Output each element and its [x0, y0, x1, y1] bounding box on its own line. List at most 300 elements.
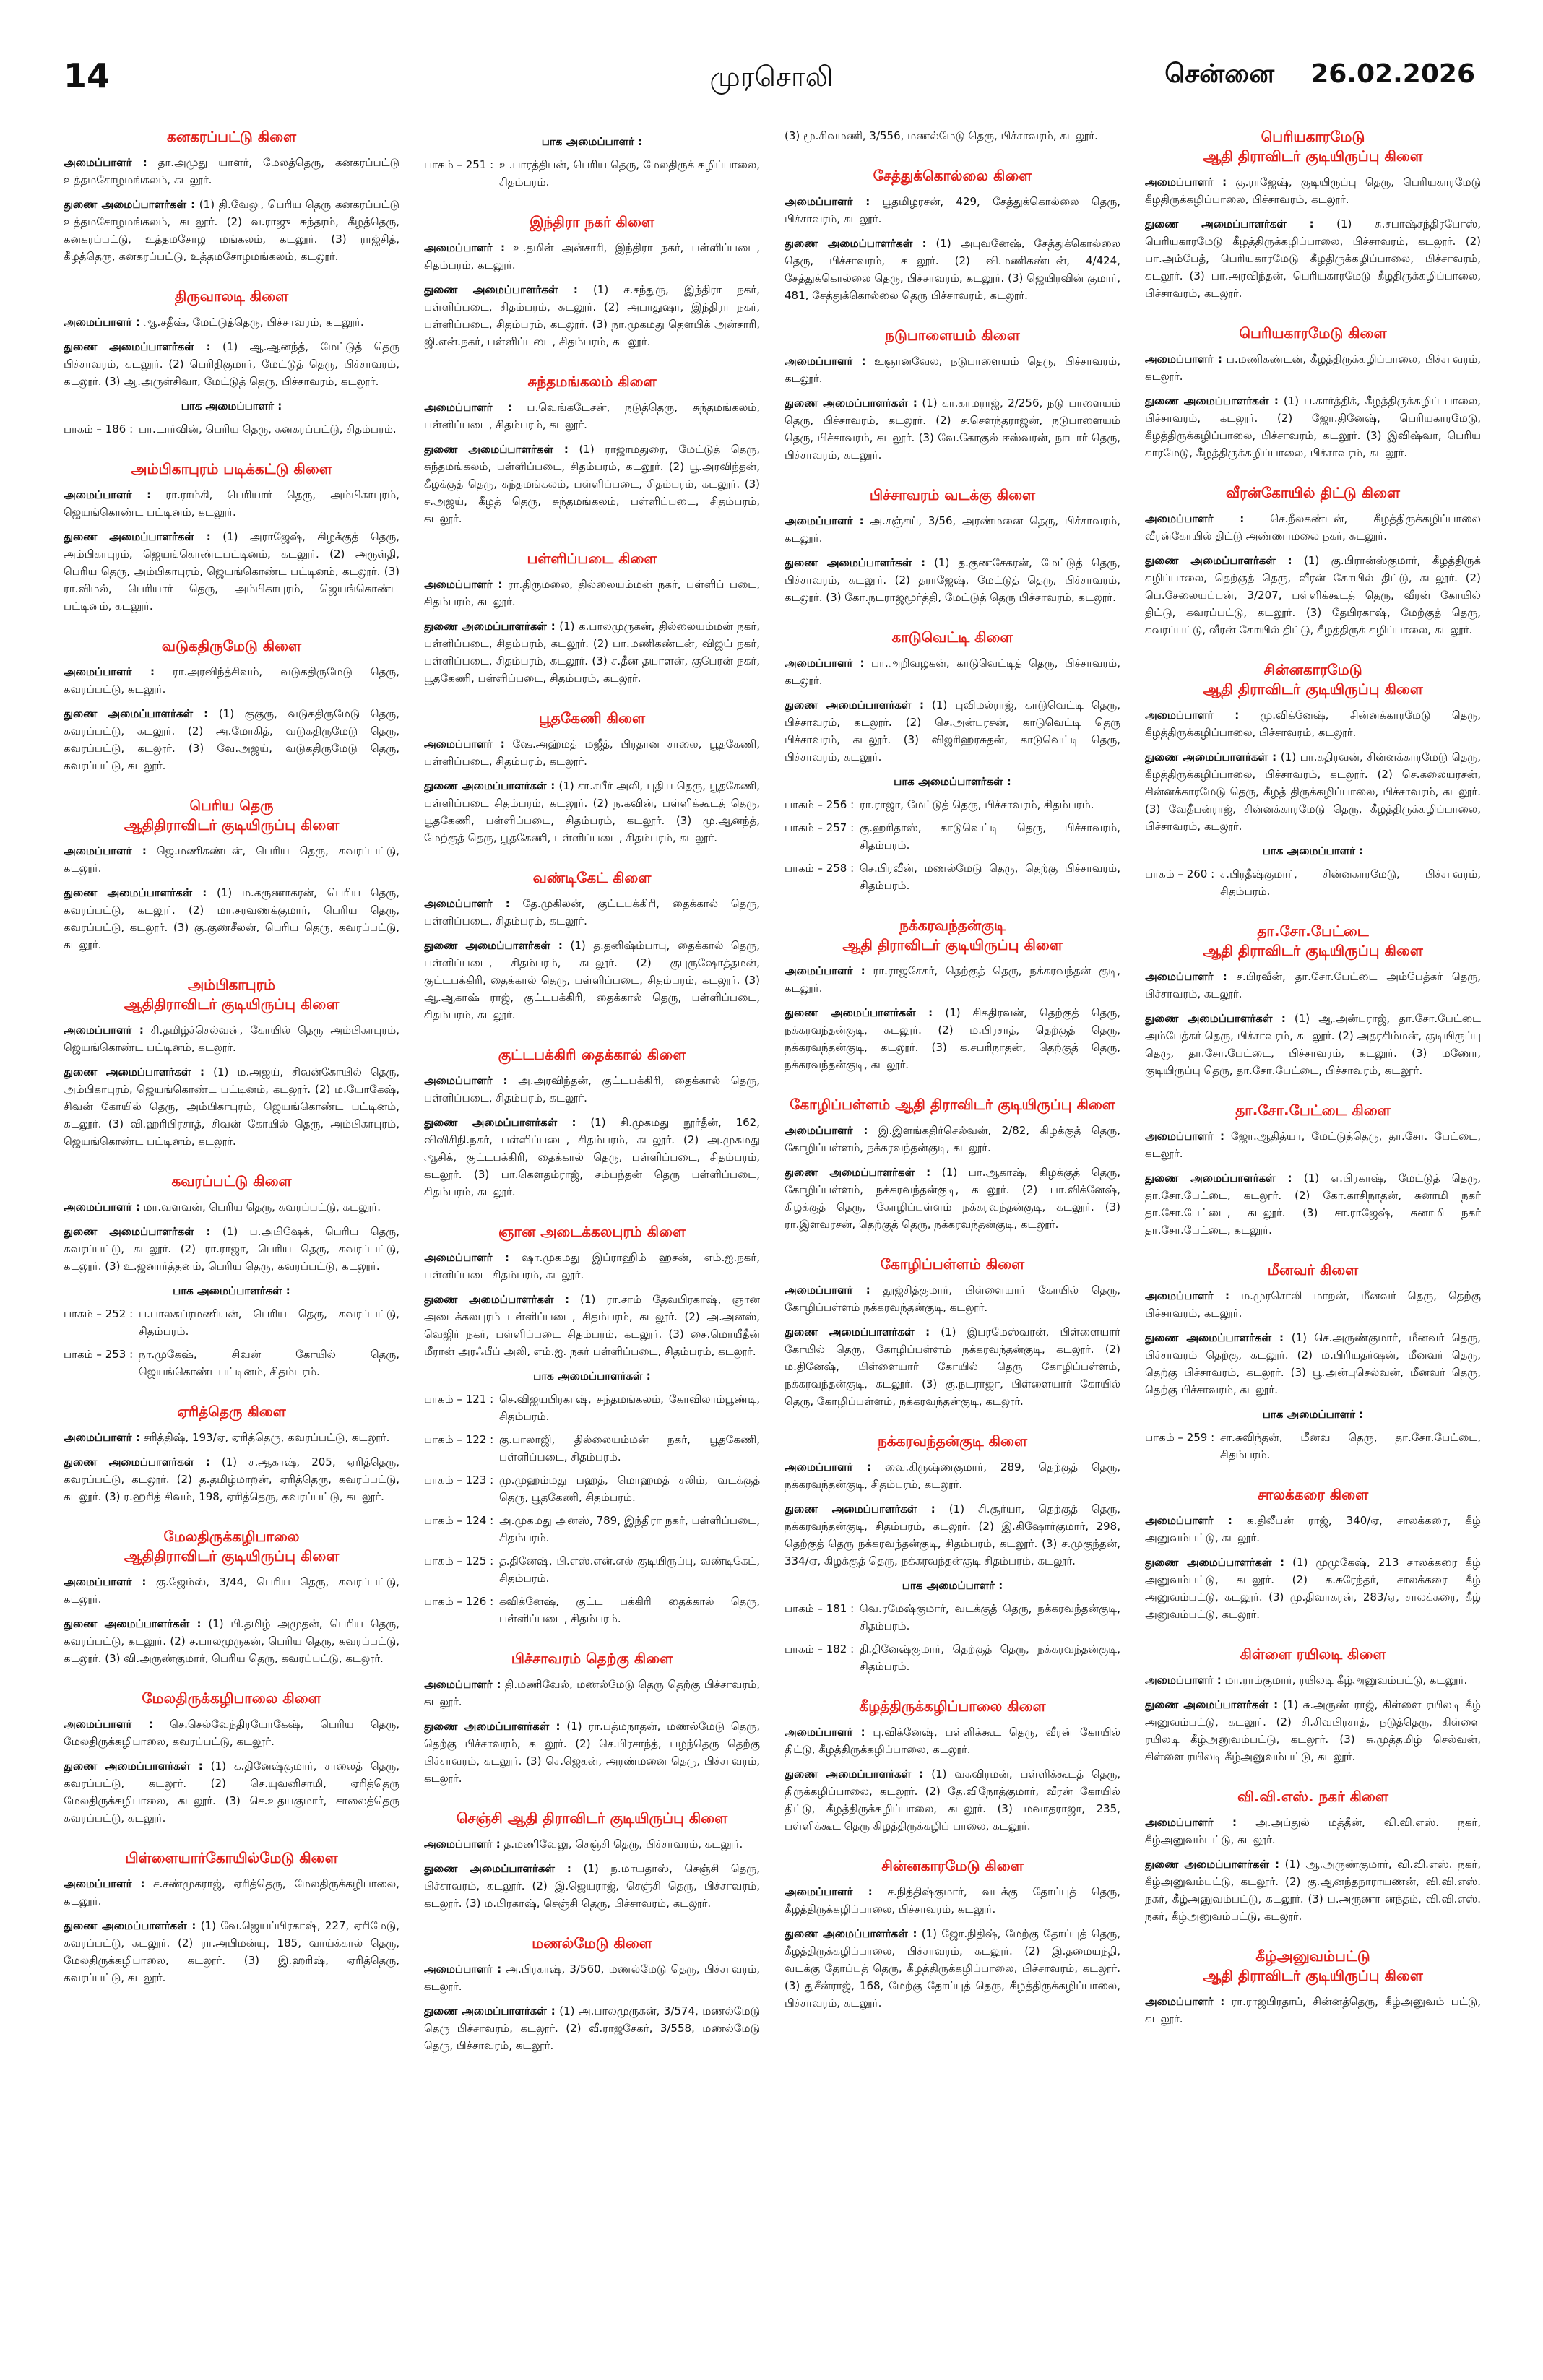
organizer-entry	[1145, 1993, 1481, 2028]
branch-title	[64, 636, 399, 656]
branch-block	[785, 1697, 1120, 1835]
organizer-entry	[785, 962, 1120, 997]
deputies-text: (1) த.தனிஷ்ம்பாபு, தைக்கால் தெரு, பள்ளிப்படை, சிதம்பரம், கடலூர். (2) குபுருஷோத்தமன், குட்டபக்கிரி, தைக்கால் தெரு, பள்ளிப்படை, சிதம்பரம், கடலூர். (3) ஆ.ஆகாஷ் ராஜ், குட்டபக்கிரி, தைக்கால் தெரு, பள்ளிப்படை, சிதம்பரம், கடலூர்.	[424, 939, 760, 1021]
deputies-entry	[424, 1291, 760, 1360]
branch-body	[1145, 510, 1481, 639]
deputies-text: (1) சு.சபாஷ்சந்திரபோஸ், பெரியகாரமேடு கீழத்திருக்கழிப்பாலை, பிச்சாவரம், கடலூர். (2) பா.அம்பேத், பெரியகாரமேடு கீழதிருக்கழிப்பாலை, பிச்சாவரம், கடலூர். (3) பா.அரவிந்தன், பெரியகாரமேடு கீழதிருக்கழிப்பாலை, பிச்சாவரம், கடலூர்.	[1145, 217, 1481, 300]
part-organizer-text: பா.டார்வின், பெரிய தெரு, கனகரப்பட்டு, சிதம்பரம்.	[139, 423, 397, 436]
part-organizer-text: த.தினேஷ், பி.எஸ்.என்.எல் குடியிருப்பு, வண்டிகேட், சிதம்பரம்.	[499, 1554, 760, 1585]
branch-title	[424, 1649, 760, 1669]
part-organizer-text: கு.ஹரிதாஸ், காடுவெட்டி தெரு, பிச்சாவரம், சிதம்பரம்.	[860, 821, 1120, 852]
deputies-label: துணை அமைப்பாளர்கள் :	[424, 1116, 576, 1129]
part-organizers-heading: பாக அமைப்பாளர்கள் :	[173, 1284, 290, 1297]
branch-body	[785, 127, 1120, 144]
branch-body	[64, 313, 399, 438]
deputies-entry	[1145, 1010, 1481, 1079]
deputies-entry	[64, 1917, 399, 1986]
organizer-entry	[64, 1715, 399, 1750]
branch-body	[64, 486, 399, 615]
branch-title	[424, 1222, 760, 1242]
deputies-label: துணை அமைப்பாளர்கள் :	[785, 1325, 930, 1338]
branch-title-line: கனகரப்பட்டு கிளை	[166, 128, 297, 145]
deputies-text: (1) ந.மாயதாஸ், செஞ்சி தெரு, பிச்சாவரம், கடலூர். (2) இ.ஜெயராஜ், செஞ்சி தெரு, பிச்சாவரம், கடலூர். (3) ம.பிரகாஷ், செஞ்சி தெரு, பிச்சாவரம், கடலூர்.	[424, 1862, 760, 1910]
branch-title	[64, 975, 399, 1014]
branch-title	[64, 459, 399, 479]
organizer-entry	[785, 512, 1120, 547]
branch-body	[64, 1875, 399, 1986]
organizer-entry	[64, 1021, 399, 1056]
deputies-label: துணை அமைப்பாளர்கள் :	[64, 1760, 203, 1773]
organizer-text: அ.சஞ்சய், 3/56, அரண்மனை தெரு, பிச்சாவரம், கடலூர்.	[785, 514, 1120, 545]
deputies-entry	[785, 1765, 1120, 1835]
branch-title	[64, 127, 399, 147]
branch-title-line: ஆதிதிராவிடர் குடியிருப்பு கிளை	[124, 816, 340, 834]
organizer-entry	[424, 735, 760, 770]
branch-block	[1145, 1947, 1481, 2028]
part-number: பாகம் – 126 :	[424, 1595, 494, 1608]
part-organizers-heading: பாக அமைப்பாளர் :	[902, 1579, 1003, 1592]
deputies-label: துணை அமைப்பாளர்கள் :	[1145, 394, 1279, 407]
part-organizer-text: அ.முகமது அனஸ், 789, இந்திரா நகர், பள்ளிப்படை, சிதம்பரம்.	[499, 1514, 760, 1544]
organizer-text: ஆ.சதீஷ், மேட்டுத்தெரு, பிச்சாவரம், கடலூர்.	[143, 316, 364, 329]
branch-title-line: திருவாலடி கிளை	[174, 287, 289, 305]
organizer-text: த.மணிவேலு, செஞ்சி தெரு, பிச்சாவரம், கடலூர்.	[503, 1838, 743, 1851]
deputies-entry	[1145, 1169, 1481, 1239]
branch-title-line: கோழிப்பள்ளம் கிளை	[880, 1255, 1025, 1273]
organizer-text: தூஜ்சித்குமார், பிள்ளையார் கோயில் தெரு, கோழிப்பள்ளம் நக்கரவந்தன்குடி, கடலூர்.	[785, 1284, 1120, 1314]
branch-block	[424, 1809, 760, 1912]
part-organizer-row	[64, 1346, 399, 1380]
dateline	[1164, 59, 1475, 92]
organizer-text: அ.பிரகாஷ், 3/560, மணல்மேடு தெரு, பிச்சாவரம், கடலூர்.	[424, 1963, 760, 1993]
branch-title-line: ஏரித்தெரு கிளை	[177, 1403, 286, 1420]
column-1	[64, 127, 399, 2366]
deputies-label: துணை அமைப்பாளர்கள் :	[785, 698, 924, 711]
deputies-label: துணை அமைப்பாளர்கள் :	[1145, 217, 1314, 230]
article-columns	[64, 127, 1481, 2366]
branch-title	[1145, 483, 1481, 503]
branch-block	[785, 326, 1120, 464]
organizer-text: ரா.ராம்கி, பெரியார் தெரு, அம்பிகாபுரம், ஜெயங்கொண்ட பட்டினம், கடலூர்.	[64, 488, 399, 519]
organizer-entry	[64, 486, 399, 521]
branch-body	[785, 1723, 1120, 1835]
organizer-text: கு.ராஜேஷ், குடியிருப்பு தெரு, பெரியகாரமேடு கீழதிருக்கழிப்பாலை, பிச்சாவரம், கடலூர்.	[1145, 176, 1481, 206]
deputies-entry	[64, 1615, 399, 1667]
branch-title	[424, 1809, 760, 1828]
organizer-entry	[64, 1429, 399, 1446]
organizer-entry	[424, 1960, 760, 1995]
deputies-label: துணை அமைப்பாளர்கள் :	[64, 198, 196, 211]
column-2	[424, 127, 760, 2366]
deputies-entry	[64, 1223, 399, 1275]
branch-body	[424, 1960, 760, 2054]
branch-block	[424, 1222, 760, 1627]
part-organizer-row	[785, 860, 1120, 894]
branch-title-line: மணல்மேடு கிளை	[532, 1934, 652, 1952]
part-organizer-text: செ.விஜயபிரகாஷ், சுந்தமங்கலம், கோவிலாம்பூண்டி, சிதம்பரம்.	[499, 1393, 760, 1423]
branch-title	[785, 1095, 1120, 1115]
deputies-entry	[424, 281, 760, 350]
part-organizer-text: நா.முகேஷ், சிவன் கோயில் தெரு, ஜெயங்கொண்டபட்டினம், சிதம்பரம்.	[139, 1348, 399, 1378]
branch-title	[1145, 1947, 1481, 1986]
branch-title	[785, 628, 1120, 647]
part-organizer-row	[785, 819, 1120, 854]
deputies-entry	[64, 528, 399, 615]
organizer-label: அமைப்பாளர் :	[64, 156, 147, 169]
organizer-text: ரா.திருமலை, தில்லையம்மன் நகர், பள்ளிப் படை, சிதம்பரம், கடலூர்.	[424, 578, 760, 608]
deputies-label: துணை அமைப்பாளர்கள் :	[424, 2004, 556, 2017]
branch-title	[1145, 1787, 1481, 1806]
organizer-label: அமைப்பாளர் :	[785, 964, 865, 977]
branch-body	[785, 1458, 1120, 1675]
deputies-text: (1) ரா.சாம் தேவபிரகாஷ், ஞான அடைக்கலபுரம் பள்ளிப்படை, சிதம்பரம், கடலூர். (2) அ.அனஸ், வெஜிர் நகர், பள்ளிப்படை சிதம்பரம், கடலூர். (3) சை.மொயீதீன் மீரான் அரஃபீப் அலி, எம்.ஐ. நகர் பள்ளிப்படை, சிதம்பரம், கடலூர்.	[424, 1293, 760, 1358]
branch-block	[64, 1172, 399, 1380]
deputies-entry	[424, 618, 760, 687]
deputies-label: துணை அமைப்பாளர்கள் :	[64, 1617, 202, 1630]
branch-block	[785, 127, 1120, 144]
organizer-label: அமைப்பாளர் :	[424, 1963, 502, 1976]
deputies-text: (1) குகுரு, வடுகதிருமேடு தெரு, கவரப்பட்டு, கடலூர். (2) அ.மோகித், வடுகதிருமேடு தெரு, கவரப்பட்டு, கடலூர். (3) வே.அஜய், வடுகதிருமேடு தெரு, கவரப்பட்டு, கடலூர்.	[64, 707, 399, 772]
branch-body	[64, 663, 399, 774]
column-4	[1145, 127, 1481, 2366]
branch-title-line: ஆதி திராவிடர் குடியிருப்பு கிளை	[1203, 942, 1423, 959]
part-organizer-text: ரா.ராஜா, மேட்டுத் தெரு, பிச்சாவரம், சிதம்பரம்.	[860, 798, 1094, 811]
deputies-label: துணை அமைப்பாளர்கள் :	[1145, 1858, 1280, 1871]
deputies-label: துணை அமைப்பாளர்கள் :	[785, 556, 925, 569]
branch-body	[1145, 1814, 1481, 1925]
branch-title-line: கவரப்பட்டு கிளை	[171, 1172, 292, 1190]
branch-title-line: ஆதிதிராவிடர் குடியிருப்பு கிளை	[124, 1547, 340, 1565]
deputies-label: துணை அமைப்பாளர்கள் :	[785, 1767, 924, 1780]
branch-title	[424, 549, 760, 568]
deputies-label: துணை அமைப்பாளர்கள் :	[1145, 1331, 1284, 1344]
part-organizer-text: ச.பிரதீஷ்குமார், சின்னகாரமேடு, பிச்சாவரம், சிதம்பரம்.	[1220, 867, 1481, 898]
deputies-entry	[64, 1757, 399, 1827]
branch-block	[785, 166, 1120, 304]
organizer-entry	[1145, 1287, 1481, 1322]
part-organizers-heading: பாக அமைப்பாளர் :	[541, 135, 643, 148]
column-3	[785, 127, 1120, 2366]
organizer-text: ஜெ.மணிகண்டன், பெரிய தெரு, கவரப்பட்டு, கடலூர்.	[64, 844, 399, 875]
organizer-text: செ.செல்வேந்திரயோகேஷ், பெரிய தெரு, மேலதிருக்கழிபாலை, கவரப்பட்டு, கடலூர்.	[64, 1718, 399, 1748]
deputies-entry	[64, 1063, 399, 1150]
branch-block	[1145, 1787, 1481, 1925]
branch-body	[64, 1198, 399, 1380]
organizer-label: அமைப்பாளர் :	[785, 195, 870, 208]
deputies-label: துணை அமைப்பாளர்கள் :	[424, 283, 578, 296]
organizer-label: அமைப்பாளர் :	[785, 1461, 871, 1474]
branch-title-line: கீழத்திருக்கழிப்பாலை கிளை	[859, 1697, 1046, 1715]
organizer-entry	[1145, 1671, 1481, 1689]
deputies-text: (1) இபரமேஸ்வரன், பிள்ளையார் கோயில் தெரு, கோழிப்பள்ளம் நக்கரவந்தன்குடி, கடலூர். (2) ம.தினேஷ், பிள்ளையார் கோயில் தெரு கோழிப்பள்ளம், நக்கரவந்தன்குடி, கடலூர். (3) கு.நடராஜா, பிள்ளையார் கோயில் தெரு, கோழிப்பள்ளம், நக்கரவந்தன்குடி, கடலூர்.	[785, 1325, 1120, 1408]
branch-title	[64, 1848, 399, 1868]
branch-title-line: சுந்தமங்கலம் கிளை	[527, 373, 657, 390]
organizer-text: அ.அரவிந்தன், குட்டபக்கிரி, தைக்கால் தெரு, பள்ளிப்படை, சிதம்பரம், கடலூர்.	[424, 1074, 760, 1104]
branch-block	[1145, 1260, 1481, 1463]
branch-title-line: பெரிய தெரு	[189, 797, 274, 814]
organizer-text: மு.விக்னேஷ், சின்னக்காரமேடு தெரு, கீழத்திருக்கழிப்பாலை, பிச்சாவரம், கடலூர்.	[1145, 709, 1481, 739]
part-organizer-text: கு.பாலாஜி, தில்லையம்மன் நகர், பூதகேணி, பள்ளிப்படை, சிதம்பரம்.	[499, 1433, 760, 1463]
deputies-label: துணை அமைப்பாளர்கள் :	[785, 1502, 935, 1515]
branch-body	[1145, 1512, 1481, 1623]
organizer-label: அமைப்பாளர் :	[64, 1877, 145, 1890]
organizer-label: அமைப்பாளர் :	[64, 316, 140, 329]
deputies-entry	[785, 127, 1120, 144]
branch-block	[785, 485, 1120, 606]
deputies-text: (1) ம.அஜய், சிவன்கோயில் தெரு, அம்பிகாபுரம், ஜெயங்கொண்ட பட்டினம், கடலூர். (2) ம.யோகேஷ், சிவன் கோயில் தெரு, அம்பிகாபுரம், ஜெயங்கொண்ட பட்டினம், கடலூர். (3) வி.ஹரிபிரசாத், சிவன் கோயில் தெரு, அம்பிகாபுரம், ஜெயங்கொண்ட பட்டினம், கடலூர்.	[64, 1065, 399, 1148]
deputies-entry	[1145, 552, 1481, 639]
part-organizer-row	[424, 1390, 760, 1425]
branch-block	[64, 127, 399, 265]
deputies-text: (1) தி.வேலு, பெரிய தெரு கனகரப்பட்டு உத்தமசோழமங்கலம், கடலூர். (2) வ.ராஜு சுந்தரம், கீழத்தெரு, கனகரப்பட்டு, உத்தமசோழ மங்கலம், கடலூர். (3) ராஜ்சித், கீழத்தெரு, கனகரப்பட்டு, உத்தமசோழமங்கலம், கடலூர்.	[64, 198, 399, 263]
branch-block	[64, 975, 399, 1150]
deputies-label: துணை அமைப்பாளர்கள் :	[785, 397, 917, 410]
organizer-text: ச.சண்முகராஜ், ஏரித்தெரு, மேலதிருக்கழிபாலை, கடலூர்.	[64, 1877, 399, 1908]
organizer-label: அமைப்பாளர் :	[424, 1074, 508, 1087]
branch-title	[424, 372, 760, 391]
part-number: பாகம் – 124 :	[424, 1514, 494, 1527]
branch-title-line: ஞான அடைக்கலபுரம் கிளை	[498, 1223, 686, 1240]
branch-title-line: தா.சோ.பேட்டை கிளை	[1235, 1102, 1391, 1119]
branch-title	[1145, 660, 1481, 699]
branch-title-line: அம்பிகாபுரம்	[187, 976, 276, 993]
organizer-text: தா.அமுது யாளர், மேலத்தெரு, கனகரப்பட்டு உத்தமசோழமங்கலம், கடலூர்.	[64, 156, 399, 186]
organizer-entry	[1145, 350, 1481, 385]
organizer-label: அமைப்பாளர் :	[64, 665, 155, 678]
organizer-entry	[424, 1835, 760, 1853]
branch-body	[424, 1676, 760, 1787]
deputies-entry	[424, 1718, 760, 1787]
organizer-entry	[64, 313, 399, 331]
branch-title-line: ஆதி திராவிடர் குடியிருப்பு கிளை	[1203, 680, 1423, 698]
branch-title-line: ஆதி திராவிடர் குடியிருப்பு கிளை	[1203, 1967, 1423, 1984]
part-number: பாகம் – 259 :	[1145, 1431, 1215, 1444]
branch-block	[424, 133, 760, 191]
part-organizer-text: ப.பாலசுப்ரமணியன், பெரிய தெரு, கவரப்பட்டு, சிதம்பரம்.	[139, 1307, 399, 1338]
branch-title-line: ஆதிதிராவிடர் குடியிருப்பு கிளை	[124, 995, 340, 1013]
branch-title	[424, 1934, 760, 1953]
organizer-entry	[1145, 173, 1481, 208]
branch-block	[1145, 1101, 1481, 1239]
part-organizer-text: உ.பாரத்திபன், பெரிய தெரு, மேலதிருக் கழிப்பாலை, சிதம்பரம்.	[499, 158, 760, 189]
deputies-entry	[785, 394, 1120, 464]
deputies-label: துணை அமைப்பாளர்கள் :	[64, 530, 211, 543]
branch-title	[1145, 1260, 1481, 1280]
deputies-text: (1) ம.கருணாகரன், பெரிய தெரு, கவரப்பட்டு, கடலூர். (2) மா.சரவணக்குமார், பெரிய தெரு, கவரப்பட்டு, கடலூர். (3) கு.குணசீலன், பெரிய தெரு, கவரப்பட்டு, கடலூர்.	[64, 886, 399, 951]
page-header	[0, 0, 1543, 101]
part-organizer-row	[424, 1471, 760, 1506]
branch-block	[785, 916, 1120, 1073]
deputies-entry	[785, 1323, 1120, 1410]
deputies-label: துணை அமைப்பாளர்கள் :	[64, 1225, 211, 1238]
branch-block	[64, 796, 399, 953]
part-number: பாகம் – 186 :	[64, 423, 134, 436]
branch-body	[424, 133, 760, 191]
branch-title	[64, 1689, 399, 1708]
branch-block	[64, 1527, 399, 1667]
organizer-text: இ.இளங்கதிர்செல்வன், 2/82, கிழக்குத் தெரு, கோழிப்பள்ளம், நக்கரவந்தன்குடி, கடலூர்.	[785, 1124, 1120, 1154]
issue-date: 26.02.2026	[1310, 59, 1475, 89]
branch-block	[424, 549, 760, 687]
deputies-entry	[785, 1500, 1120, 1570]
branch-title-line: தா.சோ.பேட்டை	[1257, 922, 1369, 940]
organizer-entry	[1145, 510, 1481, 545]
organizer-label: அமைப்பாளர் :	[785, 1284, 870, 1297]
organizer-label: அமைப்பாளர் :	[1145, 1289, 1229, 1302]
organizer-label: அமைப்பாளர் :	[1145, 176, 1227, 189]
organizer-label: அமைப்பாளர் :	[785, 657, 865, 670]
deputies-text: (1) அராஜேஷ், கிழக்குத் தெரு, அம்பிகாபுரம், ஜெயங்கொண்டபட்டினம், கடலூர். (2) அருள்தி, பெரிய தெரு, அம்பிகாபுரம், ஜெயங்கொண்ட பட்டினம், கடலூர். (3) ரா.விமல், பெரியார் தெரு, அம்பிகாபுரம், ஜெயங்கொண்ட பட்டினம், கடலூர்.	[64, 530, 399, 613]
organizer-entry	[1145, 1128, 1481, 1162]
branch-body	[424, 895, 760, 1024]
organizer-text: செ.நீலகண்டன், கீழத்திருக்கழிப்பாலை வீரன்கோயில் திட்டு அண்ணாமலை நகர், கடலூர்.	[1145, 512, 1481, 542]
part-organizer-row	[424, 1552, 760, 1587]
organizer-label: அமைப்பாளர் :	[64, 1200, 140, 1213]
branch-title-line: நடுபாளையம் கிளை	[885, 326, 1020, 344]
organizer-label: அமைப்பாளர் :	[1145, 1995, 1225, 2008]
branch-body	[424, 576, 760, 687]
deputies-entry	[785, 1004, 1120, 1073]
organizer-label: அமைப்பாளர் :	[64, 488, 152, 501]
branch-block	[64, 636, 399, 774]
deputies-text: (1) த.குணசேகரன், மேட்டுத் தெரு, பிச்சாவரம், கடலூர். (2) தராஜேஷ், மேட்டுத் தெரு, பிச்சாவரம், கடலூர். (3) கோ.நடராஜமூர்த்தி, மேட்டுத் தெரு பிச்சாவரம், கடலூர்.	[785, 556, 1120, 604]
branch-title-line: பள்ளிப்படை கிளை	[527, 550, 657, 567]
organizer-label: அமைப்பாளர் :	[1145, 1514, 1232, 1527]
deputies-text: (1) சி.சூர்யா, தெற்குத் தெரு, நக்கரவந்தன்குடி, சிதம்பரம், கடலூர். (2) இ.கிஷோர்குமார், 298, தெற்குத் தெரு நக்கரவந்தன்குடி, சிதம்பரம், கடலூர். (3) ச.முகுந்தன், 334/ஏ, கிழக்குத் தெரு, நக்கரவந்தன்குடி சிதம்பரம், கடலூர்.	[785, 1502, 1120, 1567]
organizer-text: ம.முரசொலி மாறன், மீனவர் தெரு, தெற்கு பிச்சாவரம், கடலூர்.	[1145, 1289, 1481, 1320]
deputies-label: துணை அமைப்பாளர்கள் :	[424, 939, 563, 952]
organizer-label: அமைப்பாளர் :	[785, 1885, 873, 1898]
deputies-text: (1) ச.சந்துரு, இந்திரா நகர், பள்ளிப்படை, சிதம்பரம், கடலூர். (2) அபாதுஷா, இந்திரா நகர், பள்ளிப்படை, சிதம்பரம், கடலூர். (3) நா.முகமது தௌபிக் அன்சாரி, ஜி.என்.நகர், பள்ளிப்படை, சிதம்பரம், கடலூர்.	[424, 283, 760, 348]
part-organizer-row	[785, 796, 1120, 813]
part-organizers-heading: பாக அமைப்பாளர்கள் :	[894, 775, 1011, 788]
deputies-entry	[64, 338, 399, 390]
organizer-label: அமைப்பாளர் :	[785, 355, 866, 368]
branch-title-line: வண்டிகேட் கிளை	[532, 869, 652, 886]
part-organizer-row	[424, 1512, 760, 1546]
deputies-entry	[64, 705, 399, 774]
deputies-entry	[1145, 1696, 1481, 1765]
deputies-entry	[424, 1114, 760, 1200]
deputies-text: (1) பா.ஆகாஷ், கிழக்குத் தெரு, கோழிப்பள்ளம், நக்கரவந்தன்குடி, கடலூர். (2) பா.விக்னேஷ், கிழக்குத் தெரு, கோழிப்பள்ளம் நக்கரவந்தன்குடி, கடலூர். (3) ரா.இளவரசன், தெற்குத் தெரு, நக்கரவந்தன்குடி, கடலூர்.	[785, 1166, 1120, 1231]
deputies-text: (1) ஜோ.நிதிஷ், மேற்கு தோப்புத் தெரு, கீழத்திருக்கழிப்பாலை, பிச்சாவரம், கடலூர். (2) இ.தமையந்தி, வடக்கு தோப்புத் தெரு, கீழத்திருக்கழிப்பாலை, பிச்சாவரம், கடலூர். (3) துசீன்ராஜ், 168, மேற்கு தோப்புத் தெரு, கீழத்திருக்கழிப்பாலை, பிச்சாவரம், கடலூர்.	[785, 1927, 1120, 2009]
organizer-label: அமைப்பாளர் :	[785, 514, 864, 527]
deputies-label: துணை அமைப்பாளர்கள் :	[64, 1919, 196, 1932]
organizer-text: மா.வளவன், பெரிய தெரு, கவரப்பட்டு, கடலூர்.	[143, 1200, 381, 1213]
deputies-text: (1) பி.தமிழ் அமுதன், பெரிய தெரு, கவரப்பட்டு, கடலூர். (2) ச.பாலமுருகன், பெரிய தெரு, கவரப்பட்டு, கடலூர். (3) வி.அருண்குமார், பெரிய தெரு, கவரப்பட்டு, கடலூர்.	[64, 1617, 399, 1665]
organizer-text: தி.மணிவேல், மணல்மேடு தெரு தெற்கு பிச்சாவரம், கடலூர்.	[424, 1678, 760, 1708]
part-organizer-text: சா.சுவிந்தன், மீனவ தெரு, தா.சோ.பேட்டை, சிதம்பரம்.	[1220, 1431, 1481, 1461]
branch-block	[64, 287, 399, 438]
newspaper-name: முரசொலி	[709, 61, 834, 92]
branch-title	[785, 326, 1120, 345]
deputies-label: துணை அமைப்பாளர்கள் :	[785, 1927, 917, 1940]
branch-body	[1145, 968, 1481, 1079]
organizer-entry	[64, 842, 399, 877]
branch-block	[424, 372, 760, 527]
organizer-entry	[785, 193, 1120, 228]
branch-title-line: சேத்துக்கொல்லை கிளை	[873, 167, 1032, 184]
organizer-label: அமைப்பாளர் :	[424, 241, 505, 254]
branch-title	[1145, 324, 1481, 343]
part-number: பாகம் – 125 :	[424, 1554, 494, 1567]
organizer-entry	[424, 399, 760, 433]
branch-block	[424, 1934, 760, 2054]
branch-block	[1145, 127, 1481, 302]
organizer-label: அமைப்பாளர் :	[424, 1838, 501, 1851]
branch-body	[1145, 173, 1481, 302]
branch-title	[785, 916, 1120, 955]
branch-block	[1145, 324, 1481, 462]
organizer-label: அமைப்பாளர் :	[424, 1678, 501, 1691]
branch-title-line: பிள்ளையார்கோயில்மேடு கிளை	[125, 1849, 338, 1866]
branch-title-line: நக்கரவந்தன்குடி கிளை	[877, 1432, 1028, 1450]
branch-block	[64, 459, 399, 615]
branch-block	[424, 709, 760, 847]
city-name: சென்னை	[1164, 59, 1275, 89]
organizer-label: அமைப்பாளர் :	[424, 578, 503, 591]
organizer-entry	[424, 1072, 760, 1107]
organizer-entry	[1145, 706, 1481, 741]
part-number: பாகம் – 256 :	[785, 798, 855, 811]
organizer-text: ரா.ராஜசேகர், தெற்குத் தெரு, நக்கரவந்தன் குடி, கடலூர்.	[785, 964, 1120, 995]
branch-title-line: கோழிப்பள்ளம் ஆதி திராவிடர் குடியிருப்பு கிளை	[790, 1096, 1115, 1113]
deputies-entry	[785, 1164, 1120, 1233]
branch-title-line: சின்னகாரமேடு கிளை	[881, 1857, 1024, 1874]
branch-body	[64, 1021, 399, 1150]
organizer-label: அமைப்பாளர் :	[1145, 709, 1240, 722]
organizer-text: உஞானவேல, நடுபாளையம் தெரு, பிச்சாவரம், கடலூர்.	[785, 355, 1120, 385]
branch-block	[64, 1402, 399, 1505]
organizer-text: பு.விக்னேஷ், பள்ளிக்கூட தெரு, வீரன் கோயில் திட்டு, கீழத்திருக்கழிப்பாலை, கடலூர்.	[785, 1726, 1120, 1756]
deputies-text: (1) சிகதிரவன், தெற்குத் தெரு, நக்கரவந்தன்குடி, கடலூர். (2) ம.பிரசாத், தெற்குத் தெரு, நக்கரவந்தன்குடி, கடலூர். (3) க.சபரிநாதன், தெற்குத் தெரு, நக்கரவந்தன்குடி, கடலூர்.	[785, 1006, 1120, 1071]
organizer-text: க.திலீபன் ராஜ், 340/ஏ, சாலக்கரை, கீழ் அனுவம்பட்டு, கடலூர்.	[1145, 1514, 1481, 1544]
branch-title	[424, 1045, 760, 1065]
deputies-entry	[1145, 1856, 1481, 1925]
deputies-label: துணை அமைப்பாளர்கள் :	[424, 1293, 570, 1306]
part-organizers-heading: பாக அமைப்பாளர்கள் :	[533, 1369, 651, 1382]
part-organizer-row	[1145, 1429, 1481, 1463]
organizer-entry	[785, 654, 1120, 689]
part-organizers-heading: பாக அமைப்பாளர் :	[1262, 844, 1364, 857]
branch-title-line: செஞ்சி ஆதி திராவிடர் குடியிருப்பு கிளை	[456, 1809, 728, 1827]
deputies-text: (1) ஆ.அன்புராஜ், தா.சோ.பேட்டை அம்பேத்கர் தெரு, பிச்சாவரம், கடலூர். (2) அதரசிம்மன், குடியிருப்பு தெரு, தா.சோ.பேட்டை, பிச்சாவரம், கடலூர். (3) மணோ, குடியிருப்பு தெரு, தா.சோ.பேட்டை, பிச்சாவரம், கடலூர்.	[1145, 1012, 1481, 1077]
branch-title	[64, 1527, 399, 1566]
branch-title-line: கீழ்அனுவம்பட்டு	[1255, 1947, 1370, 1965]
branch-title	[1145, 1485, 1481, 1505]
branch-title-line: பிச்சாவரம் தெற்கு கிளை	[511, 1650, 673, 1667]
deputies-text: (1) சு.அருண் ராஜ், கிள்ளை ரயிலடி கீழ் அனுவம்பட்டு, கடலூர். (2) சி.சிவபிரசாத், நடுத்தெரு, கிள்ளை ரயிலடி கீழ்அனுவம்பட்டு, கடலூர். (3) சு.முத்தமிழ் செல்வன், கிள்ளை ரயிலடி கீழ்அனுவம்பட்டு, கடலூர்.	[1145, 1698, 1481, 1763]
organizer-text: பூதமிழரசன், 429, சேத்துக்கொல்லை தெரு, பிச்சாவரம், கடலூர்.	[785, 195, 1120, 225]
deputies-entry	[424, 937, 760, 1024]
part-number: பாகம் – 260 :	[1145, 867, 1215, 880]
branch-body	[1145, 706, 1481, 900]
branch-title-line: இந்திரா நகர் கிளை	[530, 213, 654, 230]
part-organizer-row	[424, 156, 760, 191]
branch-title	[64, 1172, 399, 1191]
deputies-label: துணை அமைப்பாளர்கள் :	[785, 1166, 931, 1179]
deputies-text: (1) செ.அருண்குமார், மீனவர் தெரு, பிச்சாவரம் தெற்கு, கடலூர். (2) ம.பிரியதர்ஷன், மீனவர் தெரு, தெற்கு பிச்சாவரம், கடலூர். (3) பூ.அன்புசெல்வன், மீனவர் தெரு, தெற்கு பிச்சாவரம், கடலூர்.	[1145, 1331, 1481, 1396]
branch-title-line: கிள்ளை ரயிலடி கிளை	[1240, 1645, 1386, 1663]
part-organizer-row	[785, 1600, 1120, 1635]
organizer-entry	[785, 352, 1120, 387]
deputies-label: துணை அமைப்பாளர்கள் :	[1145, 1698, 1279, 1711]
branch-body	[424, 1249, 760, 1627]
deputies-text: (1) எ.பிரகாஷ், மேட்டுத் தெரு, தா.சோ.பேட்டை, கடலூர். (2) கோ.காசிநாதன், சுனாமி நகர் தா.சோ.பேட்டை, கடலூர். (3) சா.ராஜேஷ், சுனாமி நகர் தா.சோ.பேட்டை, கடலூர்.	[1145, 1172, 1481, 1237]
deputies-label: துணை அமைப்பாளர்கள் :	[785, 237, 927, 250]
organizer-text: வை.கிருஷ்ணகுமார், 289, தெற்குத் தெரு, நக்கரவந்தன்குடி, சிதம்பரம், கடலூர்.	[785, 1461, 1120, 1491]
deputies-text: (1) சி.முகமது நூர்தீன், 162, விவிசிநி.நகர், பள்ளிப்படை, சிதம்பரம், கடலூர். (2) அ.முகமது ஆசிக், குட்டபக்கிரி, தைக்கால் தெரு, பள்ளிப்படை, சிதம்பரம், கடலூர். (3) பா.கௌதம்ராஜ், சம்பந்தன் தெரு பள்ளிப்படை, சிதம்பரம், கடலூர்.	[424, 1116, 760, 1198]
